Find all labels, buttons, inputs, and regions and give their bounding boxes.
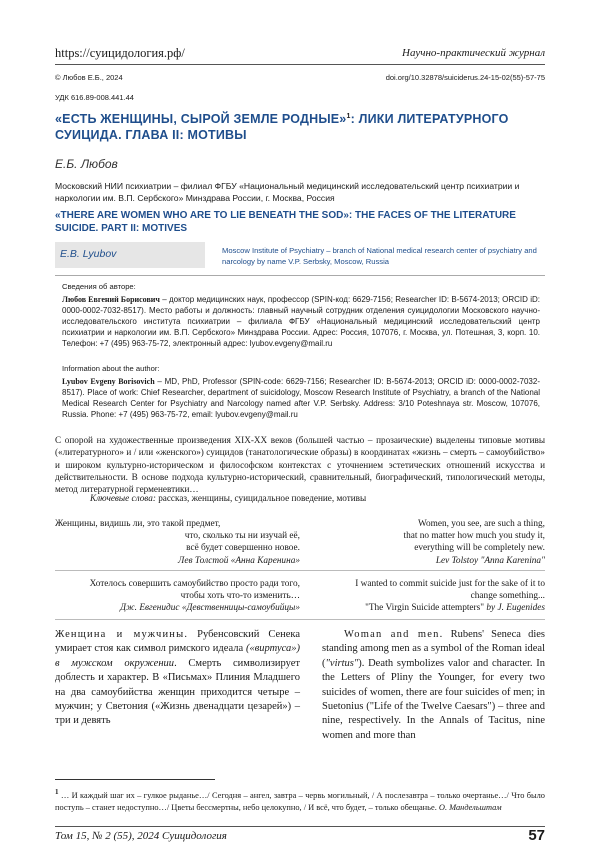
epigraph-source: Lev Tolstoy "Anna Karenina": [435, 555, 545, 566]
epigraph-line: чтобы хоть что-то изменить…: [180, 591, 300, 602]
keywords-text: рассказ, женщины, суицидальное поведение, мотивы: [155, 493, 367, 503]
footnote: [55, 786, 545, 814]
epigraph-source: [330, 602, 545, 614]
epigraph-en-eugenides: [330, 578, 545, 615]
author-full-name-ru: Любов Евгений Борисович: [62, 295, 160, 304]
body-column-en: [322, 628, 545, 743]
page-number: 57: [528, 827, 545, 844]
udk-code: УДК 616.89-008.441.44: [55, 93, 134, 102]
epigraph-divider: [55, 570, 545, 571]
epigraph-en-tolstoy: [330, 518, 545, 567]
doi-link[interactable]: doi.org/10.32878/suiciderus.24-15-02(55)-57-75: [385, 73, 545, 82]
footnote-author: О. Мандельштам: [438, 802, 502, 812]
epigraph-line: everything will be completely new.: [414, 543, 545, 554]
affiliation-en: Moscow Institute of Psychiatry – branch of National medical research center of psychiatry and narcology by name V.P. Serbsky, Moscow, Russia: [222, 246, 537, 266]
author-name-ru: Е.Б. Любов: [55, 157, 118, 171]
article-title-en: «THERE ARE WOMEN WHO ARE TO LIE BENEATH THE SOD»: THE FACES OF THE LITERATURE SUICIDE. PART II: MOTIVES: [55, 210, 516, 234]
body-italic-en: "virtus": [325, 657, 359, 669]
epigraph-source: Дж. Евгенидис «Девственницы-самоубийцы»: [120, 603, 300, 614]
section-lead-en: Woman and men.: [344, 629, 444, 640]
epigraph-line: Women, you see, are such a thing,: [417, 519, 545, 529]
body-column-ru: [55, 628, 300, 729]
epigraph-divider: [55, 619, 545, 620]
author-info-en: [62, 376, 540, 420]
footnote-divider: [55, 779, 215, 780]
epigraph-line: Женщины, видишь ли, это такой предмет,: [55, 519, 221, 529]
keywords-label: Ключевые слова:: [90, 493, 156, 503]
journal-url[interactable]: https://суицидология.рф/: [55, 46, 185, 60]
epigraph-source-title: "The Virgin Suicide attempters": [365, 603, 487, 614]
epigraph-line: всё будет совершенно новое.: [186, 543, 300, 554]
epigraph-line: change something...: [470, 591, 545, 602]
epigraph-line: I wanted to commit suicide just for the sake of it to: [355, 579, 545, 589]
epigraph-line: что, сколько ты ни изучай её,: [184, 531, 300, 542]
epigraph-source: Лев Толстой «Анна Каренина»: [178, 555, 300, 566]
author-name-en: E.B. Lyubov: [60, 248, 117, 260]
epigraph-source-author: by J. Eugenides: [486, 603, 545, 614]
title-ru-main: «ЕСТЬ ЖЕНЩИНЫ, СЫРОЙ ЗЕМЛЕ РОДНЫЕ»: [55, 112, 347, 127]
epigraph-line: Хотелось совершить самоубийство просто ради того,: [89, 579, 300, 589]
body-italic-ru: («виртуса») в мужском окружении: [55, 643, 300, 669]
section-divider: [55, 275, 545, 276]
body-text-en: ). Death symbolizes valor and character. In the Letters of Pliny the Younger, for every two suicides of women, there are four suicides of men; in Suetonius ("Life of the Twelve Caesars") – three and nine, respectively. In the Annals of Tacitus, nine women and more than: [322, 657, 545, 741]
footnote-ref[interactable]: 1: [346, 113, 351, 120]
issue-info: Том 15, № 2 (55), 2024 Суицидология: [55, 830, 227, 842]
section-lead-ru: Женщина и мужчины.: [55, 629, 189, 640]
title-ru-rest: : ЛИКИ ЛИТЕРАТУРНОГО СУИЦИДА. ГЛАВА II: МОТИВЫ: [55, 112, 509, 143]
author-info-text-en: – MD, PhD, Professor (SPIN-code: 6629-7156; Researcher ID: B-5674-2013; ORCID iD: 0000-0002-7032-8517). Place of work: Chief Researcher, department of suicidology, Moscow Research Institute of Psychiatry, a branch of the National Medical Research Center for Psychiatry and Narcology named after V.P. Serbsky. Address: 3/10 Poteshnaya str. Moscow, 107076, Russia. Phone: +7 (495) 963-75-72, email: lyubov.evgeny@mail.ru: [62, 377, 540, 419]
footer-divider: [55, 826, 545, 827]
copyright: © Любов Е.Б., 2024: [55, 73, 123, 82]
body-text-ru: Рубенсовский Сенека умирает стоя как символ римского идеала: [55, 629, 301, 655]
author-info-heading-en: Information about the author:: [62, 364, 160, 373]
author-info-text-ru: – доктор медицинских наук, профессор (SPIN-код: 6629-7156; Researcher ID: B-5674-2013; ORCID iD: 0000-0002-7032-8517). Место работы и должность: главный научный сотрудник отделения суицидологии Московского научно-исследовательского института психиатрии – филиала ФГБУ «Национальный медицинский исследовательский центр психиатрии и наркологии им. В.П. Сербского» Минздрава России. Адрес: Россия, 107076, г. Москва, ул. Потешная, 3, корп. 10. Телефон: +7 (495) 963-75-72, электронный адрес: lyubov.evgeny@mail.ru: [62, 295, 540, 348]
epigraph-ru-tolstoy: [55, 518, 300, 567]
author-full-name-en: Lyubov Evgeny Borisovich: [62, 377, 155, 386]
article-title-ru: [55, 109, 545, 143]
author-info-heading-ru: Сведения об авторе:: [62, 282, 136, 291]
epigraph-ru-eugenides: [55, 578, 300, 615]
header-divider: [55, 64, 545, 65]
author-info-ru: [62, 294, 540, 349]
journal-type: Научно-практический журнал: [402, 47, 545, 59]
affiliation-ru: Московский НИИ психиатрии – филиал ФГБУ «Национальный медицинский исследовательский центр психиатрии и наркологии им. В.П. Сербского» Минздрава России, г. Москва, Россия: [55, 181, 520, 203]
body-text-en: Rubens' Seneca dies standing among men as a symbol of the Roman ideal (: [322, 629, 545, 669]
epigraph-line: that no matter how much you study it,: [403, 531, 545, 542]
abstract: С опорой на художественные произведения XIX-XX веков (большей частью – прозаические) выделены типовые мотивы («литературного» и / или «женского») суицидов (танатологические образы) в координатах «жизнь – смерть – самоубийство» и широком культурно-историческом и философском контекстах с уточнением эстетических отношений искусства и действительности. В основе подхода культурно-исторический, сравнительный, биографический, типологический методы, метод литературной герменевтики…: [55, 435, 545, 495]
footnote-text: … И каждый шаг их – гулкое рыданье…/ Сегодня – ангел, завтра – червь могильный, / А послезавтра – только очертанье…/ Что было поступь – станет недоступно…/ Цветы бессмертны, небо целокупно, / И всё, что будет, – только обещанье.: [55, 790, 545, 812]
footnote-number: 1: [55, 788, 59, 796]
keywords: [90, 492, 545, 504]
body-text-ru: . Смерть символизирует доблесть и характер. В «Письмах» Плиния Младшего на два самоубийства женщин приходится четыре – мужчин; у Светония («Жизнь двенадцати цезарей») – три и девять: [55, 657, 300, 727]
